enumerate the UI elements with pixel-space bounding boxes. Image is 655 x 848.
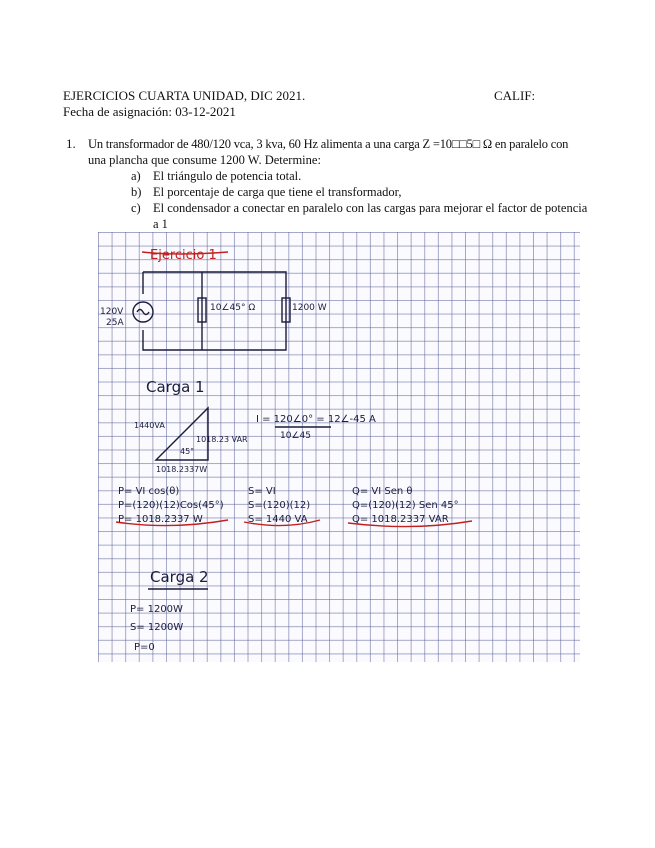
load-impedance: 10∠45° Ω — [210, 303, 256, 313]
carga1-title: Carga 1 — [146, 378, 205, 396]
iron-power: 1200 W — [292, 303, 327, 313]
notes-heading: Ejercicio 1 — [150, 248, 217, 263]
grade-label: CALIF: — [494, 88, 536, 103]
triangle-p: 1018.2337W — [156, 465, 208, 474]
item-b-text: El porcentaje de carga que tiene el transformador, — [153, 185, 402, 199]
p-line-2: P=(120)(12)Cos(45°) — [118, 500, 224, 511]
p-line-3: P= 1018.2337 W — [118, 514, 203, 525]
p-line-1: P= VI cos(θ) — [118, 486, 180, 497]
q-line-3: Q= 1018.2337 VAR — [352, 514, 449, 525]
item-c-letter: c) — [131, 201, 141, 215]
carga2-title: Carga 2 — [150, 568, 209, 586]
source-current: 25A — [106, 318, 124, 328]
carga2-line-1: P= 1200W — [130, 604, 183, 615]
item-a-letter: a) — [131, 169, 141, 183]
source-voltage: 120V — [100, 307, 124, 317]
q-line-1: Q= VI Sen θ — [352, 486, 413, 497]
item-c-text: El condensador a conectar en paralelo con las cargas para mejorar el factor de potencia — [153, 201, 588, 215]
s-line-3: S= 1440 VA — [248, 514, 308, 525]
handwritten-notes-drawing — [98, 232, 580, 662]
item-b-letter: b) — [131, 185, 142, 199]
carga2-line-2: S= 1200W — [130, 622, 184, 633]
handwritten-notes-photo — [98, 232, 580, 662]
current-equation: I = 120∠0° = 12∠-45 A — [256, 414, 376, 425]
triangle-angle: 45° — [180, 447, 195, 456]
q-line-2: Q=(120)(12) Sen 45° — [352, 500, 459, 511]
assignment-title: EJERCICIOS CUARTA UNIDAD, DIC 2021. — [63, 88, 306, 103]
problem-number: 1. — [66, 136, 76, 151]
item-c-continuation: a 1 — [153, 217, 168, 231]
carga2-line-3: P=0 — [134, 642, 155, 653]
assignment-date: Fecha de asignación: 03-12-2021 — [63, 104, 236, 119]
current-denominator: 10∠45 — [280, 431, 311, 441]
triangle-s: 1440VA — [134, 421, 165, 430]
s-line-1: S= VI — [248, 486, 276, 497]
problem-text-line2: una plancha que consume 1200 W. Determine: — [88, 153, 321, 167]
s-line-2: S=(120)(12) — [248, 500, 311, 511]
problem-text-line1: Un transformador de 480/120 vca, 3 kva, 60 Hz alimenta a una carga Z =10□□5□ Ω en paralelo con — [88, 137, 569, 151]
item-a-text: El triángulo de potencia total. — [153, 169, 302, 183]
triangle-q: 1018.23 VAR — [196, 435, 248, 444]
